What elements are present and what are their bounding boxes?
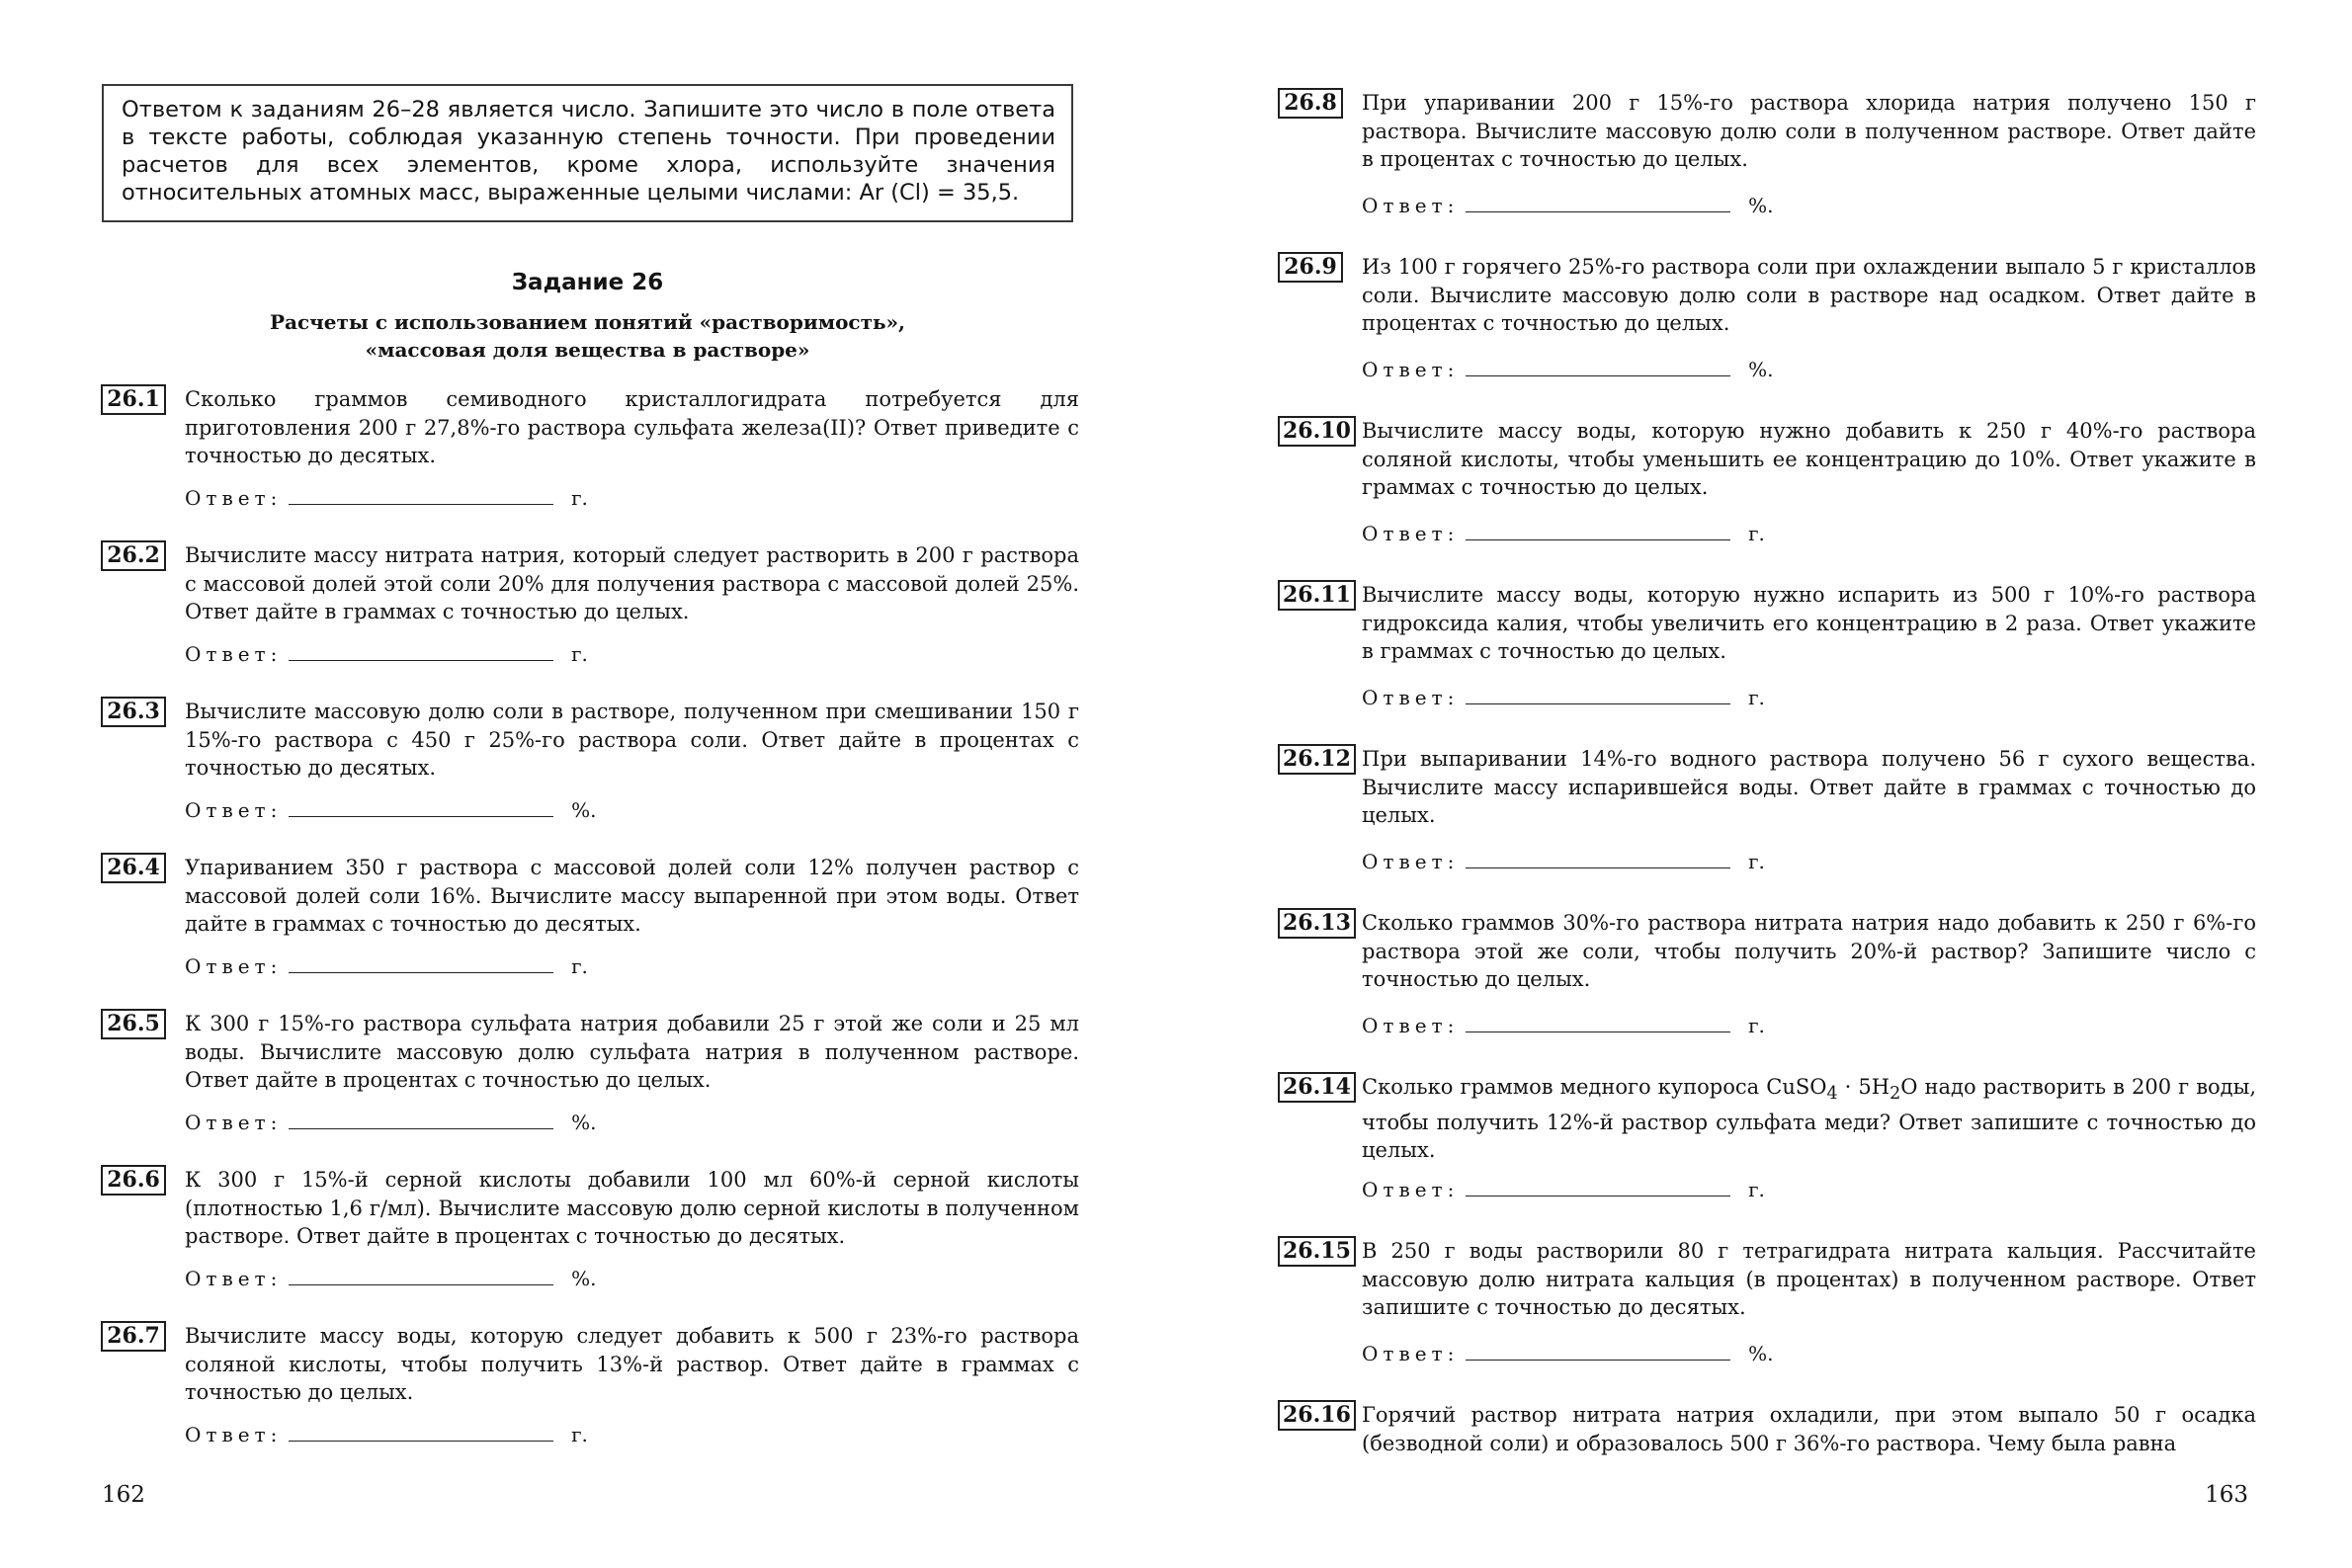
problem-number: 26.11 — [1278, 580, 1356, 611]
answer-unit: г. — [571, 954, 588, 978]
answer-label: Ответ: — [1362, 1178, 1460, 1201]
answer-unit: %. — [571, 798, 597, 822]
answer-row — [185, 486, 588, 510]
answer-label: Ответ: — [1362, 1014, 1460, 1037]
answer-label: Ответ: — [185, 798, 283, 822]
subscript: 2 — [1890, 1084, 1901, 1105]
problem-text: Сколько граммов семиводного кристаллогидрата потребуется для приготовления 200 г 27,8%-го раствора сульфата железа(II)? Ответ приведите с точностью до десятых. — [185, 387, 1079, 467]
problem-number: 26.8 — [1278, 88, 1343, 119]
text-part: O надо растворить в 200 г воды, чтобы получить 12%-й раствор сульфата меди? Ответ запишите с точностью до целых. — [1362, 1075, 2257, 1163]
answer-field[interactable] — [289, 1267, 553, 1285]
answer-field[interactable] — [289, 486, 553, 505]
answer-field[interactable] — [1466, 1342, 1730, 1361]
answer-field[interactable] — [1466, 522, 1730, 540]
answer-row — [185, 642, 588, 666]
answer-row — [185, 1111, 596, 1134]
answer-unit: г. — [571, 642, 588, 666]
answer-field[interactable] — [1466, 850, 1730, 868]
answer-label: Ответ: — [1362, 686, 1460, 709]
answer-field[interactable] — [289, 798, 553, 817]
answer-unit: %. — [571, 1111, 597, 1134]
answer-unit: г. — [571, 1423, 588, 1446]
answer-unit: г. — [1748, 1014, 1765, 1037]
task-title: Задание 26 — [511, 270, 664, 295]
answer-unit: %. — [1748, 1342, 1774, 1365]
answer-row — [185, 1267, 596, 1290]
problem-text: К 300 г 15%-й серной кислоты добавили 100 мл 60%-й серной кислоты (плотностью 1,6 г/мл). Вычислите массовую долю серной кислоты в полученном растворе. Ответ дайте в процентах с точностью до десятых. — [185, 1168, 1079, 1248]
answer-label: Ответ: — [185, 954, 283, 978]
problem-number: 26.5 — [101, 1009, 166, 1039]
answer-row — [1362, 1014, 1765, 1037]
problem-number: 26.15 — [1278, 1236, 1356, 1267]
answer-row — [1362, 686, 1765, 709]
answer-unit: г. — [1748, 522, 1765, 545]
answer-unit: %. — [1748, 358, 1774, 381]
page-number: 162 — [102, 1482, 145, 1508]
problem-text: Вычислите массу воды, которую нужно добавить к 250 г 40%-го раствора соляной кислоты, чтобы уменьшить ее концентрацию до 10%. Ответ укажите в граммах с точностью до целых. — [1362, 419, 2256, 499]
problem-number: 26.6 — [101, 1165, 166, 1196]
problem-text: Вычислите массу нитрата натрия, который следует растворить в 200 г раствора с массовой долей этой соли 20% для получения раствора с массовой долей 25%. Ответ дайте в граммах с точностью до целых. — [185, 543, 1079, 623]
problem-number: 26.12 — [1278, 744, 1356, 775]
answer-field[interactable] — [1466, 1014, 1730, 1032]
right-page — [1176, 0, 2352, 1568]
problem-text: Упариванием 350 г раствора с массовой долей соли 12% получен раствор с массовой долей соли 16%. Вычислите массу выпаренной при этом воды. Ответ дайте в граммах с точностью до десятых. — [185, 856, 1079, 936]
problem-text: Сколько граммов 30%-го раствора нитрата натрия надо добавить к 250 г 6%-го раствора этой же соли, чтобы получить 20%-й раствор? Запишите число с точностью до целых. — [1362, 911, 2256, 991]
answer-row — [1362, 1342, 1773, 1365]
answer-label: Ответ: — [185, 642, 283, 666]
problem-number: 26.9 — [1278, 252, 1343, 283]
answer-field[interactable] — [289, 642, 553, 661]
answer-row — [1362, 850, 1765, 873]
answer-field[interactable] — [1466, 194, 1730, 212]
problem-number: 26.1 — [101, 384, 166, 415]
answer-label: Ответ: — [185, 1267, 283, 1290]
answer-unit: %. — [1748, 194, 1774, 217]
problem-text: Горячий раствор нитрата натрия охладили, при этом выпало 50 г осадка (безводной соли) и образовалось 500 г 36%-го раствора. Чему была равна — [1362, 1403, 2256, 1455]
problem-number: 26.16 — [1278, 1400, 1356, 1431]
answer-row — [1362, 1178, 1765, 1201]
answer-field[interactable] — [289, 1423, 553, 1442]
problem-number: 26.7 — [101, 1321, 166, 1352]
problem-number: 26.3 — [101, 697, 166, 727]
answer-label: Ответ: — [1362, 194, 1460, 217]
problem-number: 26.13 — [1278, 908, 1356, 939]
answer-label: Ответ: — [1362, 358, 1460, 381]
answer-row — [185, 954, 588, 978]
answer-label: Ответ: — [1362, 1342, 1460, 1365]
answer-field[interactable] — [1466, 1178, 1730, 1197]
answer-unit: г. — [1748, 1178, 1765, 1201]
answer-row — [185, 798, 596, 822]
answer-field[interactable] — [1466, 686, 1730, 704]
answer-unit: г. — [1748, 850, 1765, 873]
text-part: Сколько граммов медного купороса CuSO — [1362, 1075, 1827, 1099]
task-subtitle — [102, 308, 1073, 364]
answer-unit: г. — [571, 486, 588, 510]
problem-text: Из 100 г горячего 25%-го раствора соли при охлаждении выпало 5 г кристаллов соли. Вычислите массовую долю соли в растворе над осадком. Ответ дайте в процентах с точностью до целых. — [1362, 255, 2256, 335]
problem-number: 26.4 — [101, 853, 166, 883]
answer-label: Ответ: — [1362, 522, 1460, 545]
answer-field[interactable] — [289, 1111, 553, 1129]
problem-text: Вычислите массу воды, которую нужно испарить из 500 г 10%-го раствора гидроксида калия, чтобы увеличить его концентрацию в 2 раза. Ответ укажите в граммах с точностью до целых. — [1362, 583, 2256, 663]
problem-text: При выпаривании 14%-го водного раствора получено 56 г сухого вещества. Вычислите массу испарившейся воды. Ответ дайте в граммах с точностью до целых. — [1362, 747, 2256, 827]
answer-label: Ответ: — [1362, 850, 1460, 873]
answer-row — [185, 1423, 588, 1446]
problem-text: В 250 г воды растворили 80 г тетрагидрата нитрата кальция. Рассчитайте массовую долю нитрата кальция (в процентах) в полученном растворе. Ответ запишите с точностью до десятых. — [1362, 1239, 2256, 1319]
answer-row — [1362, 522, 1765, 545]
answer-field[interactable] — [289, 954, 553, 973]
problem-text: Вычислите массовую долю соли в растворе, полученном при смешивании 150 г 15%-го раствора с 450 г 25%-го раствора соли. Ответ дайте в процентах с точностью до десятых. — [185, 700, 1079, 780]
problem-text: К 300 г 15%-го раствора сульфата натрия добавили 25 г этой же соли и 25 мл воды. Вычислите массовую долю сульфата натрия в полученном растворе. Ответ дайте в процентах с точностью до целых. — [185, 1012, 1079, 1092]
answer-unit: %. — [571, 1267, 597, 1290]
answer-label: Ответ: — [185, 1111, 283, 1134]
problem-number: 26.2 — [101, 540, 166, 571]
answer-unit: г. — [1748, 686, 1765, 709]
problem-text: При упаривании 200 г 15%-го раствора хлорида натрия получено 150 г раствора. Вычислите массовую долю соли в полученном растворе. Ответ дайте в процентах с точностью до целых. — [1362, 91, 2256, 171]
task-subtitle-line-2: «массовая доля вещества в растворе» — [365, 338, 810, 362]
problem-text — [1362, 1073, 2256, 1165]
answer-row — [1362, 358, 1773, 381]
task-subtitle-line-1: Расчеты с использованием понятий «растворимость», — [269, 310, 906, 334]
answer-label: Ответ: — [185, 1423, 283, 1446]
answer-field[interactable] — [1466, 358, 1730, 376]
problem-text: Вычислите массу воды, которую следует добавить к 500 г 23%-го раствора соляной кислоты, чтобы получить 13%-й раствор. Ответ дайте в граммах с точностью до целых. — [185, 1324, 1079, 1404]
subscript: 4 — [1826, 1084, 1838, 1105]
answer-label: Ответ: — [185, 486, 283, 510]
text-part: · 5H — [1837, 1075, 1890, 1099]
answer-row — [1362, 194, 1773, 217]
problem-number: 26.14 — [1278, 1072, 1356, 1103]
problem-number: 26.10 — [1278, 416, 1356, 447]
page-number: 163 — [2205, 1482, 2248, 1508]
instructions-box: Ответом к заданиям 26–28 является число. Запишите это число в поле ответа в тексте работы, соблюдая указанную степень точности. При проведении расчетов для всех элементов, кроме хлора, используйте значения относительных атомных масс, выраженные целыми числами: Ar (Cl) = 35,5. — [102, 84, 1073, 222]
